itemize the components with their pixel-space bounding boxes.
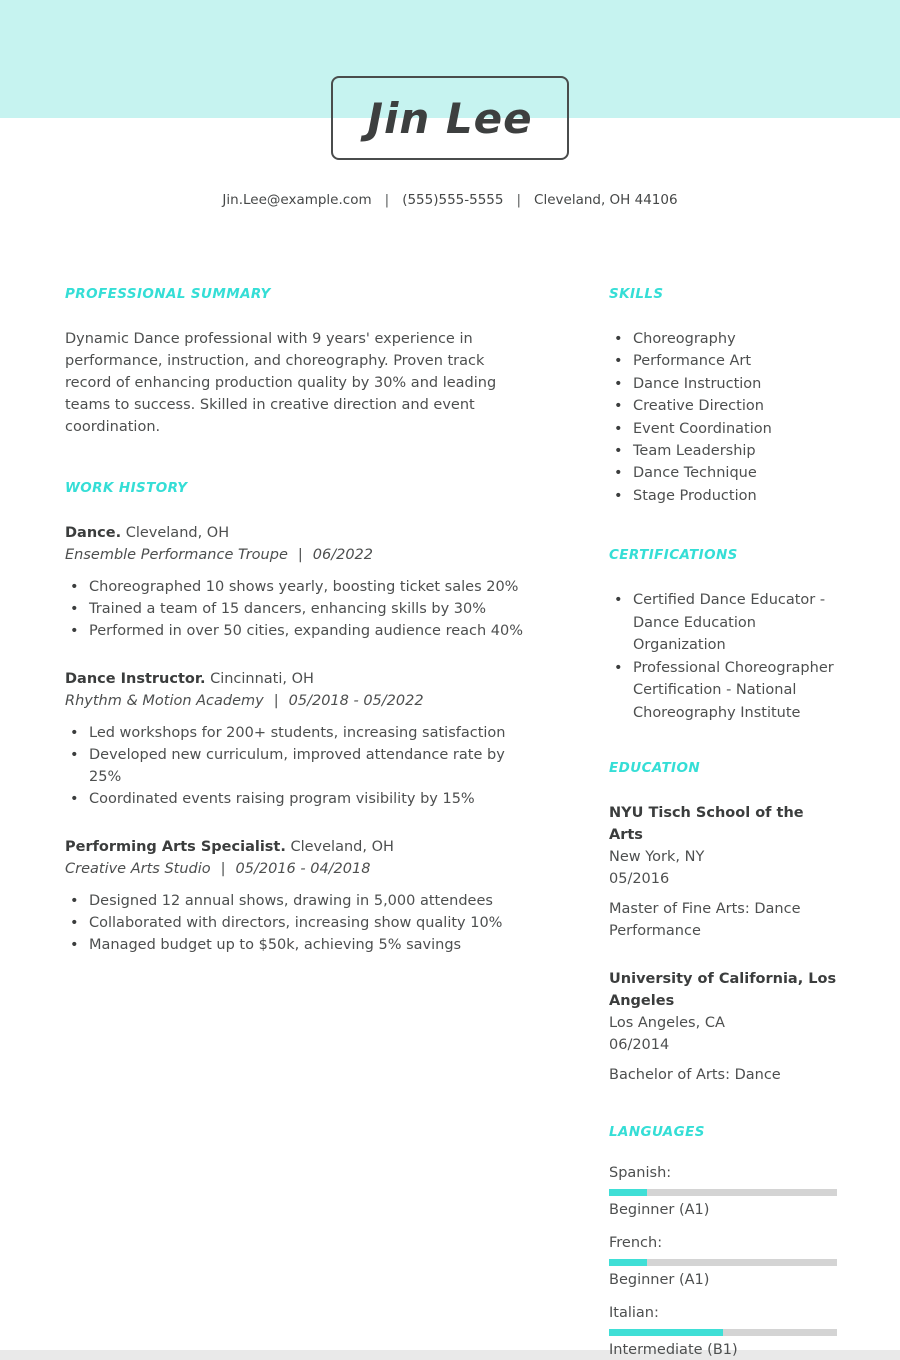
job-role: Performing Arts Specialist. [65, 839, 286, 855]
job-subtitle-line [65, 544, 527, 566]
job-company: Creative Arts Studio [65, 861, 211, 877]
job-bullet-list [65, 890, 527, 956]
skill-item: • Dance Technique [609, 462, 837, 484]
language-progress-track [609, 1259, 837, 1266]
job-title-line [65, 522, 527, 544]
certification-item: • Certified Dance Educator - Dance Education Organization [609, 589, 837, 657]
language-entry [609, 1164, 837, 1220]
language-name: French: [609, 1235, 663, 1252]
summary-text: Dynamic Dance professional with 9 years' experience in performance, instruction, and choreography. Proven track record of enhancing production quality by 30% and leading teams to success. Skilled in creative direction and event coordination. [65, 331, 497, 435]
education-section-title: EDUCATION [609, 760, 701, 777]
language-progress-track [609, 1189, 837, 1196]
job-dates: 05/2018 - 05/2022 [288, 693, 424, 709]
job-company: Rhythm & Motion Academy [65, 693, 264, 709]
job-bullet: • Led workshops for 200+ students, increasing satisfaction [65, 722, 527, 744]
skills-list [609, 328, 837, 507]
job-bullet: • Designed 12 annual shows, drawing in 5,000 attendees [65, 890, 527, 912]
language-name: Italian: [609, 1305, 659, 1322]
education-entry [609, 968, 837, 1086]
language-progress-track [609, 1329, 837, 1336]
work-section-title: WORK HISTORY [65, 480, 188, 496]
job-bullet: • Coordinated events raising program visibility by 15% [65, 788, 527, 810]
skill-item: • Team Leadership [609, 440, 837, 462]
job-entry [65, 668, 527, 810]
right-column [609, 286, 837, 1360]
job-bullet: • Developed new curriculum, improved attendance rate by 25% [65, 744, 527, 788]
language-progress-fill [609, 1189, 647, 1196]
job-entry [65, 836, 527, 956]
school-name: NYU Tisch School of the Arts [609, 805, 804, 844]
section-professional-summary [65, 286, 527, 438]
language-level: Beginner (A1) [609, 1272, 710, 1289]
job-separator: | [220, 861, 226, 877]
school-degree: Bachelor of Arts: Dance [609, 1067, 781, 1084]
certifications-section-title: CERTIFICATIONS [609, 547, 738, 564]
skill-item: • Creative Direction [609, 395, 837, 417]
summary-section-title: PROFESSIONAL SUMMARY [65, 286, 271, 302]
job-bullet: • Choreographed 10 shows yearly, boosting ticket sales 20% [65, 576, 527, 598]
left-column [65, 286, 527, 1360]
language-name: Spanish: [609, 1165, 672, 1182]
job-dates: 06/2022 [312, 547, 374, 563]
language-progress-fill [609, 1259, 647, 1266]
skill-item: • Event Coordination [609, 418, 837, 440]
language-entry [609, 1304, 837, 1360]
content-columns [65, 286, 837, 1360]
section-education [609, 760, 837, 1086]
section-certifications [609, 547, 837, 724]
language-entry [609, 1234, 837, 1290]
job-bullet: • Collaborated with directors, increasing show quality 10% [65, 912, 527, 934]
job-location: Cleveland, OH [125, 525, 230, 541]
school-degree: Master of Fine Arts: Dance Performance [609, 901, 801, 940]
contact-location: Cleveland, OH 44106 [534, 192, 678, 208]
contact-separator: | [384, 192, 390, 208]
job-title-line [65, 836, 527, 858]
name-box [331, 76, 569, 160]
language-level: Intermediate (B1) [609, 1342, 738, 1359]
school-location: New York, NY [609, 849, 705, 866]
certifications-list [609, 589, 837, 724]
job-entry [65, 522, 527, 642]
skill-item: • Dance Instruction [609, 373, 837, 395]
language-progress-fill [609, 1329, 723, 1336]
job-dates: 05/2016 - 04/2018 [235, 861, 371, 877]
job-separator: | [273, 693, 279, 709]
job-separator: | [297, 547, 303, 563]
school-name: University of California, Los Angeles [609, 971, 837, 1010]
job-bullet-list [65, 576, 527, 642]
job-bullet: • Trained a team of 15 dancers, enhancing skills by 30% [65, 598, 527, 620]
section-languages [609, 1124, 837, 1360]
job-company: Ensemble Performance Troupe [65, 547, 288, 563]
job-subtitle-line [65, 690, 527, 712]
skill-item: • Choreography [609, 328, 837, 350]
section-work-history [65, 480, 527, 956]
languages-section-title: LANGUAGES [609, 1124, 705, 1141]
job-subtitle-line [65, 858, 527, 880]
contact-line [0, 192, 900, 208]
contact-email: Jin.Lee@example.com [222, 192, 372, 208]
school-date: 05/2016 [609, 871, 670, 888]
job-location: Cincinnati, OH [210, 671, 314, 687]
candidate-name: Jin Lee [367, 93, 533, 143]
skills-section-title: SKILLS [609, 286, 664, 302]
education-entry [609, 802, 837, 942]
job-bullet-list [65, 722, 527, 810]
job-bullet: • Performed in over 50 cities, expanding audience reach 40% [65, 620, 527, 642]
school-location: Los Angeles, CA [609, 1015, 725, 1032]
job-role: Dance Instructor. [65, 671, 206, 687]
job-role: Dance. [65, 525, 122, 541]
job-location: Cleveland, OH [290, 839, 394, 855]
school-date: 06/2014 [609, 1037, 670, 1054]
contact-separator: | [516, 192, 522, 208]
skill-item: • Performance Art [609, 350, 837, 372]
certification-item: • Professional Choreographer Certification - National Choreography Institute [609, 657, 837, 725]
language-level: Beginner (A1) [609, 1202, 710, 1219]
section-skills [609, 286, 837, 507]
skill-item: • Stage Production [609, 485, 837, 507]
job-bullet: • Managed budget up to $50k, achieving 5% savings [65, 934, 527, 956]
job-title-line [65, 668, 527, 690]
contact-phone: (555)555-5555 [402, 192, 504, 208]
